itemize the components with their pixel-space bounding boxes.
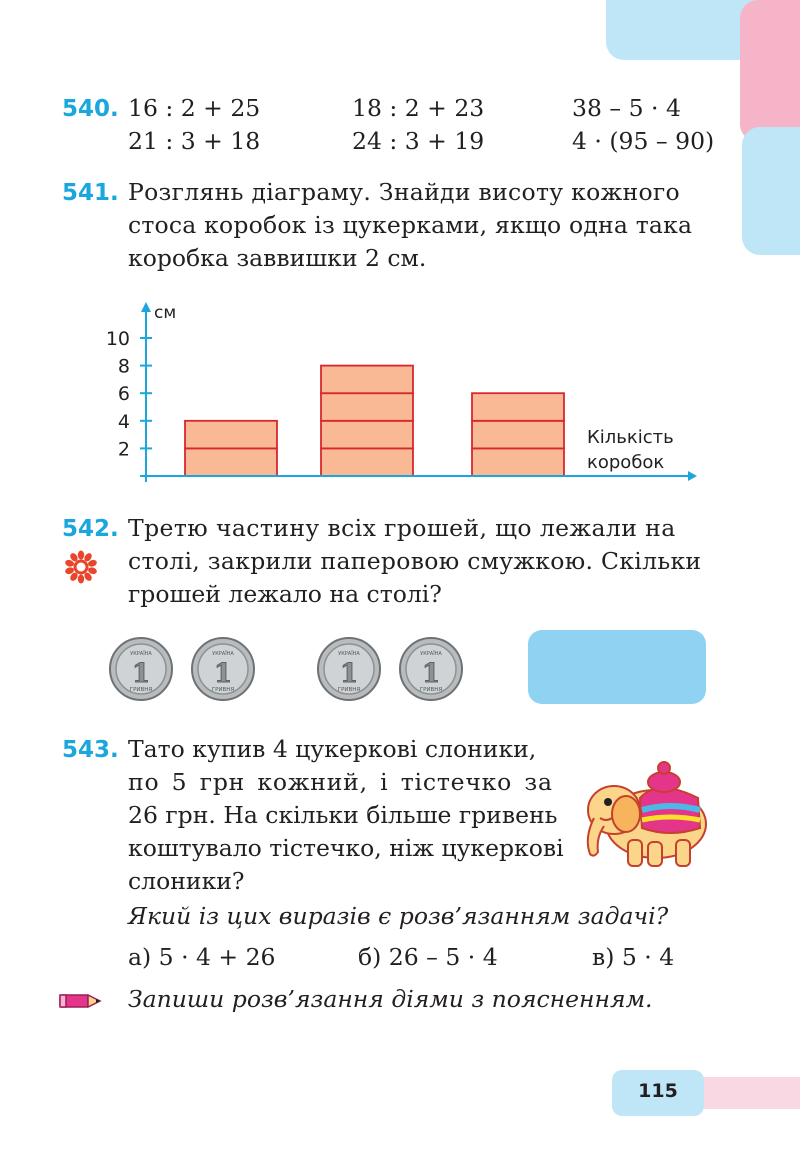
option-a: а) 5 · 4 + 26 — [128, 943, 276, 971]
exercise-number-540: 540. — [62, 96, 119, 122]
expr-540-6: 4 · (95 – 90) — [572, 127, 715, 155]
svg-text:УКРАЇНА: УКРАЇНА — [130, 651, 152, 657]
ex543-line-5: слоники? — [128, 867, 245, 895]
y-tick-label-6: 6 — [117, 383, 130, 406]
expr-540-3: 38 – 5 · 4 — [572, 94, 681, 122]
x-axis-label-line-1: Кількість — [587, 427, 674, 448]
flower-petal — [78, 551, 84, 560]
ex543-line-1: Тато купив 4 цукеркові слоники, — [128, 735, 537, 763]
svg-text:УКРАЇНА: УКРАЇНА — [338, 651, 360, 657]
ex541-line-3: коробка заввишки 2 см. — [128, 244, 427, 272]
ex542-line-2: столі, закрили паперовою смужкою. Скільки — [128, 547, 702, 575]
y-tick-label-10: 10 — [105, 328, 130, 350]
bar-1-box-2 — [185, 421, 277, 449]
expr-540-2: 18 : 2 + 23 — [352, 94, 485, 122]
svg-text:1: 1 — [421, 659, 441, 689]
ex543-line-4: коштувало тістечко, ніж цукеркові — [128, 834, 564, 862]
pencil-icon — [58, 990, 104, 1012]
bar-2-box-2 — [321, 421, 413, 449]
decor-tab-blue-side — [742, 127, 800, 255]
ex543-instruction: Запиши розв’язання діями з поясненням. — [128, 985, 653, 1013]
bar-2-box-3 — [321, 393, 413, 421]
exercise-number-543: 543. — [62, 737, 119, 763]
svg-text:ГРИВНЯ: ГРИВНЯ — [129, 687, 153, 693]
option-c: в) 5 · 4 — [592, 943, 675, 971]
svg-text:1: 1 — [213, 659, 233, 689]
elephant-illustration — [580, 758, 714, 870]
svg-text:ГРИВНЯ: ГРИВНЯ — [419, 687, 443, 693]
box-stack-chart — [90, 296, 700, 496]
y-axis-arrow — [141, 302, 151, 312]
svg-text:ГРИВНЯ: ГРИВНЯ — [211, 687, 235, 693]
bar-3-box-3 — [472, 393, 564, 421]
ex543-line-3: 26 грн. На скільки більше гривень — [128, 801, 558, 829]
exercise-number-542: 542. — [62, 516, 119, 542]
svg-text:ГРИВНЯ: ГРИВНЯ — [337, 687, 361, 693]
bar-2-box-4 — [321, 366, 413, 394]
ex542-line-1: Третю частину всіх грошей, що лежали на — [128, 514, 676, 542]
ex543-line-2: по 5 грн кожний, і тістечко за — [128, 768, 553, 796]
coin-1-hryvnia — [398, 636, 464, 706]
paper-strip — [528, 630, 706, 704]
ex541-line-1: Розглянь діаграму. Знайди висоту кожного — [128, 178, 680, 206]
ex543-question: Який із цих виразів є розв’язанням задачі? — [128, 902, 669, 930]
bar-2-box-1 — [321, 448, 413, 476]
page-number-band — [700, 1077, 800, 1109]
flower-petal — [78, 575, 84, 584]
page-number: 115 — [638, 1080, 678, 1102]
expr-540-5: 24 : 3 + 19 — [352, 127, 485, 155]
svg-text:УКРАЇНА: УКРАЇНА — [212, 651, 234, 657]
bar-3-box-2 — [472, 421, 564, 449]
exercise-number-541: 541. — [62, 180, 119, 206]
coin-1-hryvnia — [190, 636, 256, 706]
ex542-line-3: грошей лежало на столі? — [128, 580, 442, 608]
flower-icon — [64, 550, 98, 584]
x-axis-label-line-2: коробок — [587, 452, 665, 473]
coin-1-hryvnia — [108, 636, 174, 706]
coin-1-hryvnia — [316, 636, 382, 706]
expr-540-4: 21 : 3 + 18 — [128, 127, 261, 155]
decor-tab-pink — [740, 0, 800, 142]
y-tick-label-4: 4 — [117, 410, 130, 433]
y-axis-label: см — [154, 303, 177, 323]
expr-540-1: 16 : 2 + 25 — [128, 94, 261, 122]
svg-text:УКРАЇНА: УКРАЇНА — [420, 651, 442, 657]
y-tick-label-8: 8 — [117, 355, 130, 378]
ex541-line-2: стоса коробок із цукерками, якщо одна така — [128, 211, 693, 239]
bar-1-box-1 — [185, 448, 277, 476]
option-b: б) 26 – 5 · 4 — [358, 943, 498, 971]
x-axis-arrow — [688, 471, 697, 481]
svg-text:1: 1 — [339, 659, 359, 689]
y-tick-label-2: 2 — [117, 438, 130, 461]
bar-3-box-1 — [472, 448, 564, 476]
svg-text:1: 1 — [131, 659, 151, 689]
